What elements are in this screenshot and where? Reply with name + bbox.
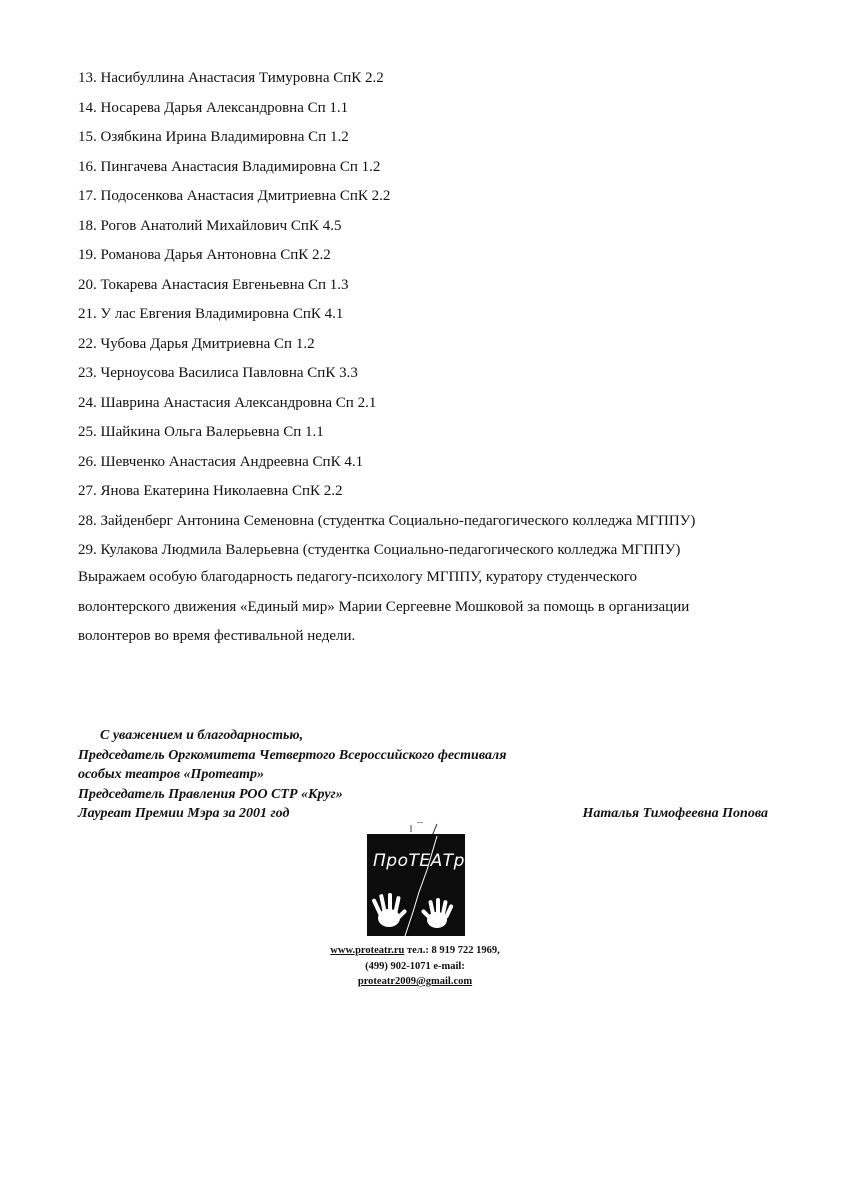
participant-list xyxy=(78,64,798,566)
proteatr-logo xyxy=(367,822,465,936)
signature-last-line xyxy=(78,804,768,824)
list-item: 17. Подосенкова Анастасия Дмитриевна СпК 2.2 xyxy=(78,188,391,204)
list-item: 13. Насибуллина Анастасия Тимуровна СпК 2.2 xyxy=(78,70,384,86)
proteatr-logo-image xyxy=(367,822,465,936)
signatory-name: Наталья Тимофеевна Попова xyxy=(582,806,768,821)
email-link[interactable]: proteatr2009@gmail.com xyxy=(357,976,473,987)
contact-info xyxy=(300,943,530,990)
phone-line: (499) 902-1071 e-mail: xyxy=(365,960,465,972)
signature-greeting: С уважением и благодарностью, xyxy=(100,728,304,743)
acknowledgement-line: волонтерского движения «Единый мир» Марии Сергеевне Мошковой за помощь в организации xyxy=(78,598,690,615)
signature-role: особых театров «Протеатр» xyxy=(78,767,264,782)
list-item: 21. У лас Евгения Владимировна СпК 4.1 xyxy=(78,306,344,322)
phone-line: тел.: 8 919 722 1969, xyxy=(404,945,500,956)
list-item: 26. Шевченко Анастасия Андреевна СпК 4.1 xyxy=(78,453,364,470)
signature-role: Председатель Правления РОО СТР «Круг» xyxy=(78,786,343,802)
list-item: 27. Янова Екатерина Николаевна СпК 2.2 xyxy=(78,483,343,499)
list-item: 29. Кулакова Людмила Валерьевна (студентка Социально-педагогического колледжа МГППУ) xyxy=(78,542,681,558)
list-item: 22. Чубова Дарья Дмитриевна Сп 1.2 xyxy=(78,335,315,352)
list-item: 25. Шайкина Ольга Валерьевна Сп 1.1 xyxy=(78,424,324,440)
list-item: 14. Носарева Дарья Александровна Сп 1.1 xyxy=(78,99,349,116)
signature-role: Председатель Оргкомитета Четвертого Всероссийского фестиваля xyxy=(78,747,507,763)
website-link[interactable]: www.proteatr.ru xyxy=(330,945,405,956)
signature-award: Лауреат Премии Мэра за 2001 год xyxy=(78,806,290,821)
svg-text:ПроТЕАТр: ПроТЕАТр xyxy=(373,851,465,871)
acknowledgement-paragraph xyxy=(78,563,778,652)
list-item: 20. Токарева Анастасия Евгеньевна Сп 1.3 xyxy=(78,276,349,293)
list-item: 19. Романова Дарья Антоновна СпК 2.2 xyxy=(78,247,331,263)
list-item: 15. Озябкина Ирина Владимировна Сп 1.2 xyxy=(78,129,349,145)
list-item: 16. Пингачева Анастасия Владимировна Сп 1.2 xyxy=(78,158,381,175)
acknowledgement-line: Выражаем особую благодарность педагогу-психологу МГППУ, куратору студенческого xyxy=(78,569,638,585)
acknowledgement-line: волонтеров во время фестивальной недели. xyxy=(78,628,356,644)
list-item: 28. Зайденберг Антонина Семеновна (студентка Социально-педагогического колледжа МГППУ) xyxy=(78,512,696,529)
list-item: 24. Шаврина Анастасия Александровна Сп 2.1 xyxy=(78,394,377,411)
list-item: 23. Черноусова Василиса Павловна СпК 3.3 xyxy=(78,365,358,381)
list-item: 18. Рогов Анатолий Михайлович СпК 4.5 xyxy=(78,217,342,234)
signature-block xyxy=(78,726,768,824)
